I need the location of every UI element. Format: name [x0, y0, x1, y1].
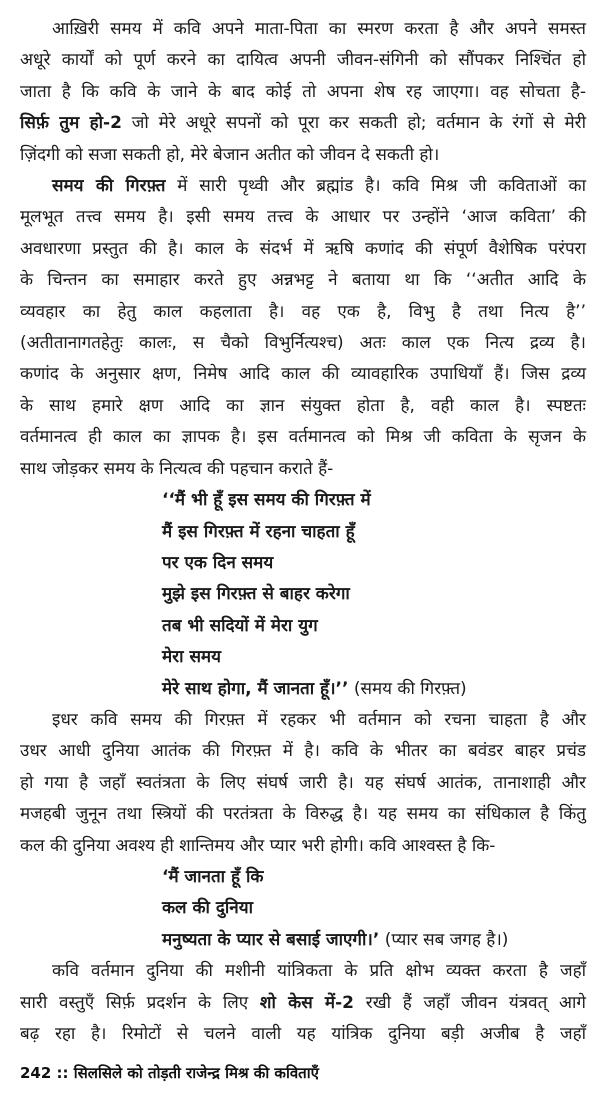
text-segment: व्यवहार का हेतु काल कहलाता है। वह एक है, विभु है तथा नित्य है’’ — [20, 301, 586, 322]
page-body — [20, 0, 586, 1050]
text-segment: इधर कवि समय की गिरफ़्त में रहकर भी वर्तमान को रचना चाहता है और — [52, 709, 586, 730]
text-line — [20, 202, 586, 233]
bold-text: पर एक दिन समय — [162, 552, 274, 573]
text-line — [20, 956, 586, 987]
poem-line — [20, 674, 586, 705]
text-line — [20, 45, 586, 76]
bold-text: ‘मैं जानता हूँ कि — [162, 866, 264, 887]
text-segment: के चिन्तन का समाहार करते हुए अन्नभट्ट ने बताया था कि ‘‘अतीत आदि के — [20, 270, 586, 291]
poem-line — [20, 517, 586, 548]
page-footer — [20, 1062, 600, 1084]
text-line — [20, 831, 586, 862]
text-line — [20, 140, 586, 171]
text-line — [20, 171, 586, 202]
poem-line — [20, 893, 586, 924]
text-segment: कल की दुनिया अवश्य ही शान्तिमय और प्यार भरी होगी। कवि आश्वस्त है कि- — [20, 835, 496, 856]
text-line — [20, 736, 586, 767]
text-segment: (प्यार सब जगह है।) — [379, 929, 509, 950]
text-segment: हो गया है जहाँ स्वतंत्रता के लिए संघर्ष जारी है। यह संघर्ष आतंक, तानाशाही और — [20, 772, 586, 793]
poem-line — [20, 611, 586, 642]
poem-line — [20, 548, 586, 579]
text-segment: (अतीतानागतहेतुः कालः, स चैको विभुर्नित्यश्च) अतः काल एक नित्य द्रव्य है। — [20, 333, 586, 354]
text-line — [20, 234, 586, 265]
text-line — [20, 328, 586, 359]
text-segment: रखी हैं जहाँ जीवन यंत्रवत् आगे — [354, 992, 586, 1013]
text-segment: बढ़ रहा है। रिमोटों से चलने वाली यह यांत्रिक दुनिया बड़ी अजीब है जहाँ — [20, 1024, 586, 1044]
bold-text: सिर्फ़ तुम हो-2 — [20, 113, 122, 134]
text-line — [20, 108, 586, 139]
bold-text: कल की दुनिया — [162, 898, 254, 919]
text-line — [20, 1019, 586, 1050]
text-segment: जो मेरे अधूरे सपनों को पूरा कर सकती हो; वर्तमान के रंगों से मेरी — [121, 113, 586, 134]
text-segment: साथ जोड़कर समय के नित्यत्व की पहचान कराते हैं- — [20, 458, 334, 479]
bold-text: मेरे साथ होगा, मैं जानता हूँ।’’ — [162, 678, 349, 699]
text-segment: कणांद के अनुसार क्षण, निमेष आदि काल की व्यावहारिक उपाधियाँ हैं। जिस द्रव्य — [20, 364, 586, 385]
bold-text: शो केस में-2 — [259, 992, 354, 1013]
text-segment: सारी वस्तुएँ सिर्फ़ प्रदर्शन के लिए — [20, 992, 260, 1013]
text-line — [20, 265, 586, 296]
text-line — [20, 297, 586, 328]
bold-text: मेरा समय — [162, 647, 221, 668]
text-segment: अधूरे कार्यों को पूर्ण करने का दायित्व अपनी जीवन-संगिनी को सौंपकर निश्चिंत हो — [20, 50, 586, 71]
poem-line — [20, 642, 586, 673]
text-line — [20, 391, 586, 422]
bold-text: ‘‘मैं भी हूँ इस समय की गिरफ़्त में — [162, 490, 371, 511]
text-line — [20, 77, 586, 108]
text-segment: ज़िंदगी को सजा सकती हो, मेरे बेजान अतीत को जीवन दे सकती हो। — [20, 144, 440, 165]
bold-text: तब भी सदियों में मेरा युग — [162, 615, 318, 636]
text-line — [20, 988, 586, 1019]
text-segment: कवि वर्तमान दुनिया की मशीनी यांत्रिकता के प्रति क्षोभ व्यक्त करता है जहाँ — [52, 961, 586, 982]
bold-text: मनुष्यता के प्यार से बसाई जाएगी।’ — [162, 929, 380, 950]
bold-text: मुझे इस गिरफ़्त से बाहर करेगा — [162, 584, 350, 605]
poem-line — [20, 925, 586, 956]
text-line — [20, 454, 586, 485]
poem-line — [20, 485, 586, 516]
text-segment: अवधारणा प्रस्तुत की है। काल के संदर्भ में ऋषि कणांद की संपूर्ण वैशेषिक परंपरा — [20, 238, 586, 259]
bold-text: समय की गिरफ़्त — [52, 176, 166, 197]
poem-line — [20, 579, 586, 610]
poem-line — [20, 862, 586, 893]
text-segment: जाता है कि कवि के जाने के बाद कोई तो अपना शेष रह जाएगा। वह सोचता है- — [20, 81, 586, 102]
page-number: 242 — [20, 1064, 52, 1083]
book-title: सिलसिले को तोड़ती राजेन्द्र मिश्र की कविताएँ — [73, 1064, 319, 1083]
text-line — [20, 14, 586, 45]
text-segment: उधर आधी दुनिया आतंक की गिरफ़्त में है। कवि के भीतर का बवंडर बाहर प्रचंड — [20, 741, 586, 762]
text-segment: (समय की गिरफ़्त) — [348, 678, 467, 699]
bold-text: मैं इस गिरफ़्त में रहना चाहता हूँ — [162, 521, 355, 542]
text-line — [20, 359, 586, 390]
text-line — [20, 799, 586, 830]
text-segment: मूलभूत तत्त्व समय है। इसी समय तत्त्व के आधार पर उन्होंने ‘आज कविता’ की — [20, 207, 586, 228]
text-line — [20, 422, 586, 453]
text-line — [20, 705, 586, 736]
footer-separator: :: — [56, 1064, 69, 1083]
text-line — [20, 768, 586, 799]
text-segment: वर्तमानत्व ही काल का ज्ञापक है। इस वर्तमानत्व को मिश्र जी कविता के सृजन के — [20, 427, 586, 448]
text-segment: के साथ हमारे क्षण आदि का ज्ञान संयुक्त होता है, वही काल है। स्पष्टतः — [20, 395, 586, 416]
text-segment: आख़िरी समय में कवि अपने माता-पिता का स्मरण करता है और अपने समस्त — [52, 19, 586, 39]
text-segment: में सारी पृथ्वी और ब्रह्मांड है। कवि मिश्र जी कविताओं का — [165, 176, 587, 197]
text-segment: मजहबी जुनून तथा स्त्रियों की परतंत्रता के विरुद्ध है। यह समय का संधिकाल है किंतु — [20, 804, 586, 825]
